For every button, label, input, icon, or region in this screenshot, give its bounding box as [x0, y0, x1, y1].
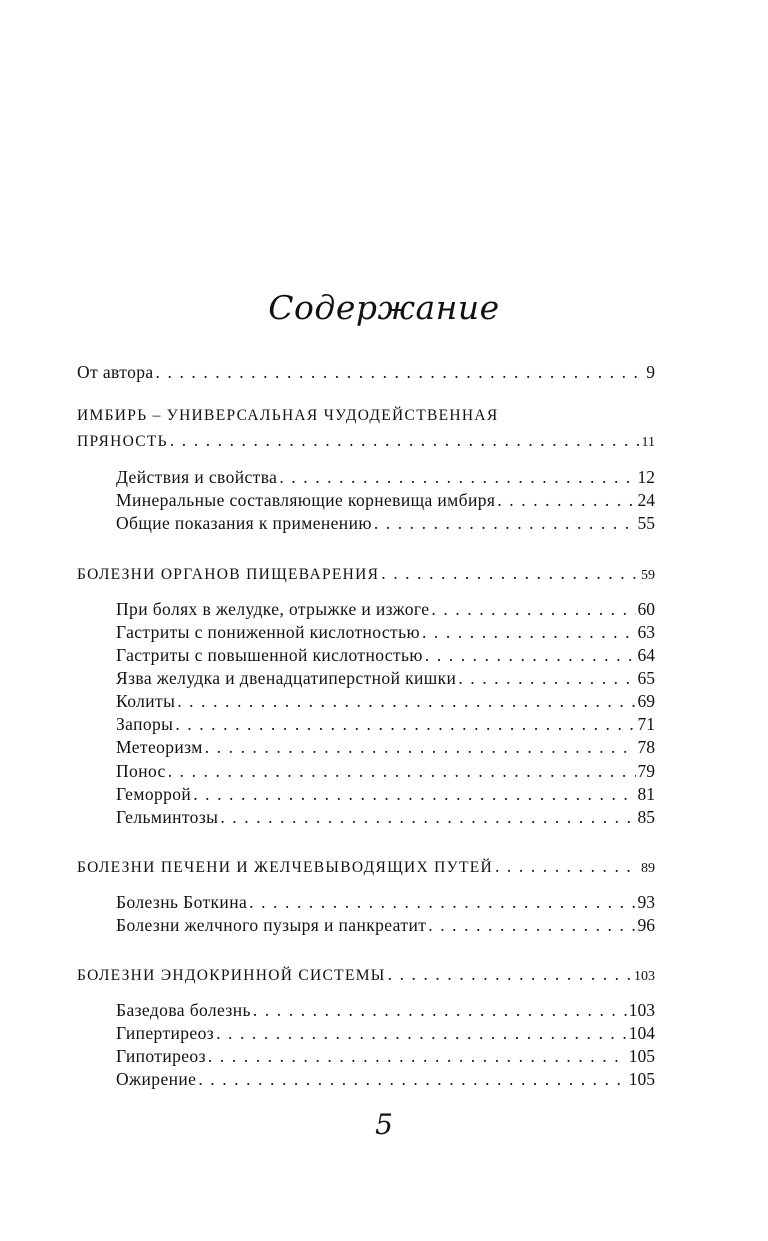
toc-entry[interactable] — [116, 713, 655, 735]
toc-entry[interactable] — [116, 783, 655, 805]
toc-entry[interactable] — [116, 621, 655, 643]
entry-label: БОЛЕЗНИ ОРГАНОВ ПИЩЕВАРЕНИЯ — [77, 566, 380, 583]
dot-leader — [168, 760, 636, 782]
toc-entry[interactable] — [116, 736, 655, 758]
entry-page: 59 — [641, 568, 655, 583]
entry-label: При болях в желудке, отрыжке и изжоге — [116, 599, 430, 619]
dot-leader — [177, 690, 635, 712]
entry-label: Колиты — [116, 691, 176, 711]
entry-page: 9 — [646, 362, 655, 382]
dot-leader — [249, 891, 635, 913]
dot-leader — [216, 1022, 627, 1044]
entry-page: 103 — [628, 1000, 655, 1020]
page-number: 5 — [375, 1108, 393, 1141]
entry-page: 105 — [628, 1069, 655, 1089]
dot-leader — [208, 1045, 627, 1067]
entry-page: 103 — [634, 969, 655, 984]
dot-leader — [156, 361, 645, 383]
toc-section[interactable] — [77, 855, 655, 880]
page-title: Содержание — [268, 288, 500, 327]
entry-page: 85 — [637, 807, 655, 827]
toc-section[interactable] — [77, 562, 655, 587]
toc-entry[interactable] — [116, 690, 655, 712]
entry-label: Гипотиреоз — [116, 1046, 206, 1066]
toc-entry[interactable] — [116, 667, 655, 689]
dot-leader — [497, 489, 635, 511]
dot-leader — [374, 512, 636, 534]
toc-entry[interactable] — [116, 489, 655, 511]
toc-entry[interactable] — [116, 806, 655, 828]
toc-entry[interactable] — [116, 891, 655, 913]
toc-entry[interactable] — [77, 361, 655, 383]
dot-leader — [253, 999, 627, 1021]
dot-leader — [422, 621, 636, 643]
dot-leader — [198, 1068, 626, 1090]
entry-label: Общие показания к применению — [116, 513, 372, 533]
entry-label: Гипертиреоз — [116, 1023, 215, 1043]
dot-leader — [458, 667, 635, 689]
entry-page: 69 — [637, 691, 655, 711]
entry-page: 105 — [628, 1046, 655, 1066]
entry-page: 24 — [637, 490, 655, 510]
entry-label: Ожирение — [116, 1069, 197, 1089]
entry-label: Метеоризм — [116, 737, 203, 757]
toc-entry[interactable] — [116, 1022, 655, 1044]
dot-leader — [279, 466, 635, 488]
entry-label: Болезнь Боткина — [116, 892, 248, 912]
dot-leader — [193, 783, 635, 805]
entry-page: 79 — [637, 761, 655, 781]
entry-label: От автора — [77, 362, 154, 382]
toc-entry[interactable] — [116, 1068, 655, 1090]
toc-entry[interactable] — [116, 512, 655, 534]
entry-label: Гастриты с пониженной кислотностью — [116, 622, 420, 642]
entry-page: 65 — [637, 668, 655, 688]
dot-leader — [388, 963, 632, 985]
entry-label: БОЛЕЗНИ ПЕЧЕНИ И ЖЕЛЧЕВЫВОДЯЩИХ ПУТЕЙ — [77, 859, 493, 876]
entry-page: 63 — [637, 622, 655, 642]
entry-label: Болезни желчного пузыря и панкреатит — [116, 915, 427, 935]
dot-leader — [175, 713, 635, 735]
entry-page: 93 — [637, 892, 655, 912]
dot-leader — [428, 914, 635, 936]
dot-leader — [431, 598, 635, 620]
dot-leader — [205, 736, 636, 758]
toc-entry[interactable] — [116, 644, 655, 666]
entry-label: Минеральные составляющие корневища имбиря — [116, 490, 496, 510]
entry-label: Гельминтозы — [116, 807, 219, 827]
entry-label: Язва желудка и двенадцатиперстной кишки — [116, 668, 457, 688]
dot-leader — [495, 855, 639, 877]
entry-page: 71 — [637, 714, 655, 734]
entry-page: 55 — [637, 513, 655, 533]
entry-page: 104 — [628, 1023, 655, 1043]
entry-page: 60 — [637, 599, 655, 619]
entry-label: Геморрой — [116, 784, 192, 804]
toc-entry[interactable] — [116, 466, 655, 488]
toc-entry[interactable] — [116, 914, 655, 936]
entry-page: 11 — [641, 435, 655, 450]
entry-page: 81 — [637, 784, 655, 804]
dot-leader — [170, 429, 640, 451]
toc-section[interactable] — [77, 963, 655, 988]
toc-entry[interactable] — [116, 999, 655, 1021]
dot-leader — [381, 562, 639, 584]
entry-page: 89 — [641, 861, 655, 876]
entry-label: Базедова болезнь — [116, 1000, 251, 1020]
toc-section[interactable] — [77, 429, 655, 454]
entry-label: ПРЯНОСТЬ — [77, 433, 168, 450]
entry-label: Понос — [116, 761, 166, 781]
dot-leader — [425, 644, 636, 666]
toc-entry[interactable] — [116, 598, 655, 620]
entry-label: Действия и свойства — [116, 467, 278, 487]
entry-page: 64 — [637, 645, 655, 665]
section-title-line1: ИМБИРЬ – УНИВЕРСАЛЬНАЯ ЧУДОДЕЙСТВЕННАЯ — [77, 407, 499, 424]
entry-page: 96 — [637, 915, 655, 935]
dot-leader — [220, 806, 635, 828]
entry-label: Гастриты с повышенной кислотностью — [116, 645, 423, 665]
entry-label: БОЛЕЗНИ ЭНДОКРИННОЙ СИСТЕМЫ — [77, 967, 386, 984]
entry-page: 78 — [637, 737, 655, 757]
toc-entry[interactable] — [116, 1045, 655, 1067]
entry-page: 12 — [637, 467, 655, 487]
entry-label: Запоры — [116, 714, 174, 734]
toc-entry[interactable] — [116, 760, 655, 782]
